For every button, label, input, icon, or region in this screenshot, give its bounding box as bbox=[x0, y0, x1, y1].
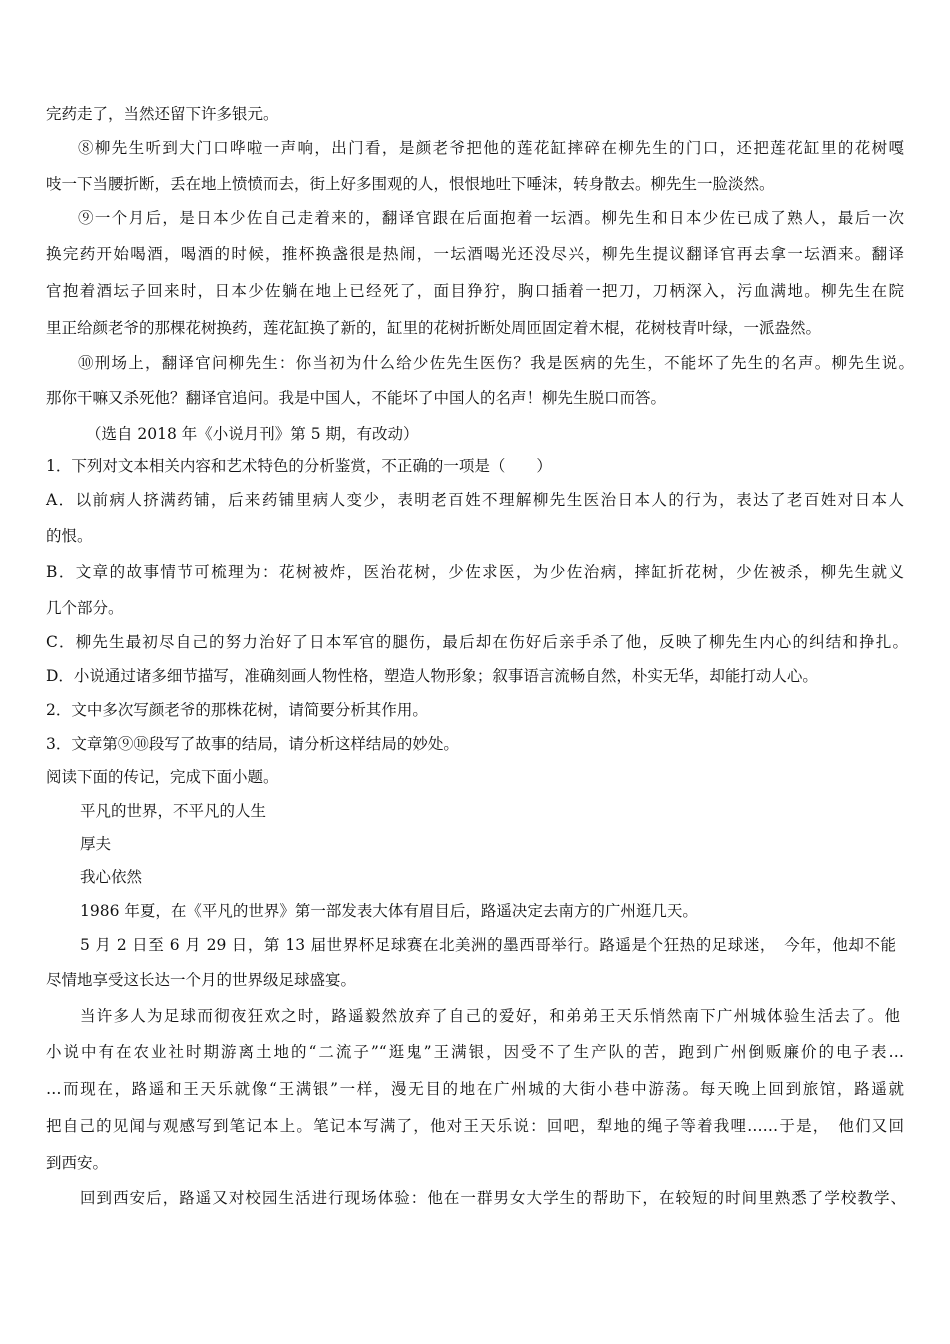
paragraph-10-line-1: ⑩刑场上，翻译官问柳先生：你当初为什么给少佐先生医伤？我是医病的先生，不能坏了先生的名声。柳先生说。 bbox=[78, 354, 914, 372]
option-b-line-2: 几个部分。 bbox=[46, 599, 124, 617]
biography-title: 平凡的世界，不平凡的人生 bbox=[80, 802, 267, 820]
paragraph-9-line-3: 官抱着酒坛子回来时，日本少佐躺在地上已经死了，面目狰狞，胸口插着一把刀，刀柄深入，污血满地。柳先生在院 bbox=[46, 282, 904, 300]
question-3: 3．文章第⑨⑩段写了故事的结局，请分析这样结局的妙处。 bbox=[46, 735, 459, 753]
biography-paragraph-1: 1986 年夏，在《平凡的世界》第一部发表大体有眉目后，路遥决定去南方的广州逛几天。 bbox=[80, 902, 698, 920]
option-d: D．小说通过诸多细节描写，准确刻画人物性格，塑造人物形象；叙事语言流畅自然，朴实无华，却能打动人心。 bbox=[46, 667, 818, 685]
paragraph-9-line-4: 里正给颜老爷的那棵花树换药，莲花缸换了新的，缸里的花树折断处周匝固定着木棍，花树枝青叶绿，一派盎然。 bbox=[46, 319, 822, 337]
biography-paragraph-3-line-4: 把自己的见闻与观感写到笔记本上。笔记本写满了，他对王天乐说：回吧，犁地的绳子等着我哩……于是， 他们又回 bbox=[46, 1117, 904, 1135]
paragraph-9-line-1: ⑨一个月后，是日本少佐自己走着来的，翻译官跟在后面抱着一坛酒。柳先生和日本少佐已成了熟人，最后一次 bbox=[78, 209, 904, 227]
paragraph-9-line-2: 换完药开始喝酒，喝酒的时候，推杯换盏很是热闹，一坛酒喝光还没尽兴，柳先生提议翻译官再去拿一坛酒来。翻译 bbox=[46, 245, 904, 263]
option-a-line-2: 的恨。 bbox=[46, 527, 93, 545]
question-1-stem: 1．下列对文本相关内容和艺术特色的分析鉴赏，不正确的一项是（ ） bbox=[46, 457, 552, 475]
biography-paragraph-4-line-1: 回到西安后，路遥又对校园生活进行现场体验：他在一群男女大学生的帮助下，在较短的时间里熟悉了学校教学、 bbox=[80, 1189, 906, 1207]
paragraph-8-line-1: ⑧柳先生听到大门口哗啦一声响，出门看，是颜老爷把他的莲花缸摔碎在柳先生的门口，还把莲花缸里的花树嘎 bbox=[78, 139, 904, 157]
biography-paragraph-3-line-5: 到西安。 bbox=[46, 1154, 109, 1172]
option-c: C．柳先生最初尽自己的努力治好了日本军官的腿伤，最后却在伤好后亲手杀了他，反映了柳先生内心的纠结和挣扎。 bbox=[46, 633, 908, 651]
biography-subtitle: 我心依然 bbox=[80, 868, 143, 886]
biography-paragraph-3-line-1: 当许多人为足球而彻夜狂欢之时，路遥毅然放弃了自己的爱好，和弟弟王天乐悄然南下广州城体验生活去了。他 bbox=[80, 1007, 900, 1025]
source-note: （选自 2018 年《小说月刊》第 5 期，有改动） bbox=[86, 425, 419, 443]
biography-author: 厚夫 bbox=[80, 835, 112, 853]
biography-paragraph-3-line-2: 小说中有在农业社时期游离土地的“二流子”“逛鬼”王满银，因受不了生产队的苦，跑到广州倒贩廉价的电子表… bbox=[46, 1043, 904, 1061]
option-a-line-1: A．以前病人挤满药铺，后来药铺里病人变少，表明老百姓不理解柳先生医治日本人的行为，表达了老百姓对日本人 bbox=[46, 491, 904, 509]
option-b-line-1: B．文章的故事情节可梳理为：花树被炸，医治花树，少佐求医，为少佐治病，摔缸折花树，少佐被杀，柳先生就义 bbox=[46, 563, 904, 581]
biography-paragraph-2-line-2: 尽情地享受这长达一个月的世界级足球盛宴。 bbox=[46, 971, 357, 989]
biography-paragraph-2-line-1: 5 月 2 日至 6 月 29 日，第 13 届世界杯足球赛在北美洲的墨西哥举行。路遥是个狂热的足球迷， 今年，他却不能 bbox=[80, 936, 896, 954]
question-2: 2．文中多次写颜老爷的那株花树，请简要分析其作用。 bbox=[46, 701, 428, 719]
paragraph-8-line-2: 吱一下当腰折断，丢在地上愤愤而去，街上好多围观的人，恨恨地吐下唾沫，转身散去。柳先生一脸淡然。 bbox=[46, 175, 775, 193]
biography-paragraph-3-line-3: …而现在，路遥和王天乐就像“王满银”一样，漫无目的地在广州城的大街小巷中游荡。每天晚上回到旅馆，路遥就 bbox=[46, 1080, 904, 1098]
paragraph-7-end: 完药走了，当然还留下许多银元。 bbox=[46, 105, 279, 123]
paragraph-10-line-2: 那你干嘛又杀死他？翻译官追问。我是中国人，不能坏了中国人的名声！柳先生脱口而答。 bbox=[46, 389, 667, 407]
biography-instruction: 阅读下面的传记，完成下面小题。 bbox=[46, 768, 279, 786]
